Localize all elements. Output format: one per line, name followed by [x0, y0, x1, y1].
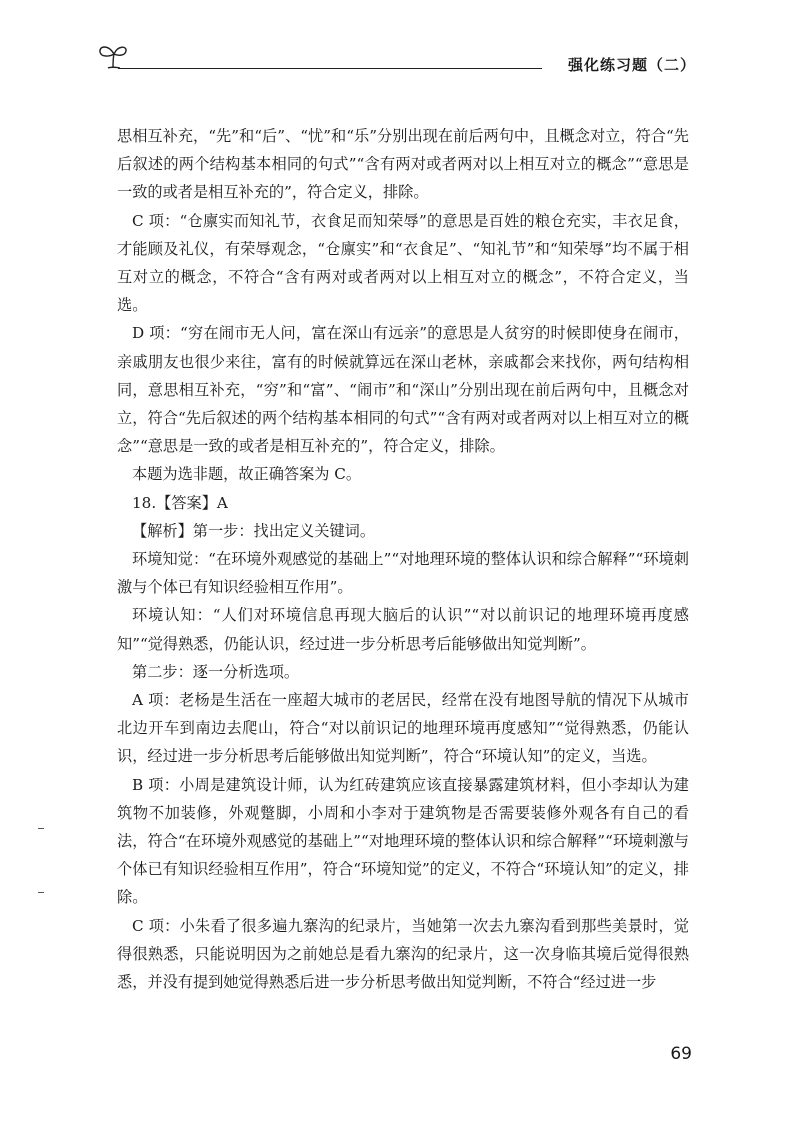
page-number: 69	[670, 1044, 692, 1064]
paragraph-conclusion: 本题为选非题，故正确答案为 C。	[132, 465, 362, 484]
paragraph-option-c-second: C 项：小朱看了很多遍九寨沟的纪录片，当她第一次去九寨沟看到那些美景时，觉得很熟悉，只能说明因为之前她总是看九寨沟的纪录片，这一次身临其境后觉得很熟悉，并没有提到她觉得熟悉后进一步分析思考做出知觉判断，不符合“经过进一步	[117, 916, 689, 992]
paragraph-option-b: B 项：小周是建筑设计师，认为红砖建筑应该直接暴露建筑材料，但小李却认为建筑物不加装修，外观蹩脚，小周和小李对于建筑物是否需要装修外观各有自己的看法，符合“在环境外观感觉的基础上”“对地理环境的整体认识和综合解释”“环境刺激与个体已有知识经验相互作用”，符合“环境知觉”的定义，不符合“环境认知”的定义，排除。	[117, 775, 689, 907]
paragraph-option-d: D 项：“穷在闹市无人问，富在深山有远亲”的意思是人贫穷的时候即使身在闹市，亲戚朋友也很少来往，富有的时候就算远在深山老林，亲戚都会来找你，两句结构相同，意思相互补充，“穷”和“富”、“闹市”和“深山”分别出现在前后两句中，且概念对立，符合“先后叙述的两个结构基本相同的句式”“含有两对或者两对以上相互对立的概念”“意思是一致的或者是相互补充的”，符合定义，排除。	[117, 324, 689, 456]
header-title: 强化练习题（二）	[567, 56, 696, 74]
margin-mark	[38, 892, 44, 893]
paragraph-option-a: A 项：老杨是生活在一座超大城市的老居民，经常在没有地图导航的情况下从城市北边开车到南边去爬山，符合“对以前识记的地理环境再度感知”“觉得熟悉，仍能认识，经过进一步分析思考后能够做出知觉判断”，符合“环境认知”的定义，当选。	[117, 691, 689, 766]
sprout-icon	[96, 40, 130, 70]
header-rule	[118, 68, 542, 69]
analysis-step-one: 【解析】第一步：找出定义关键词。	[132, 521, 375, 540]
page-body	[117, 122, 689, 996]
answer-heading: 18.【答案】A	[132, 493, 228, 512]
paragraph-continuation: 思相互补充，“先”和“后”、“忧”和“乐”分别出现在前后两句中，且概念对立，符合“先后叙述的两个结构基本相同的句式”“含有两对或者两对以上相互对立的概念”“意思是一致的或者是相互补充的”，符合定义，排除。	[117, 127, 689, 202]
definition-environment-perception: 环境知觉：“在环境外观感觉的基础上”“对地理环境的整体认识和综合解释”“环境刺激与个体已有知识经验相互作用”。	[117, 550, 689, 597]
definition-environment-cognition: 环境认知：“人们对环境信息再现大脑后的认识”“对以前识记的地理环境再度感知”“觉得熟悉，仍能认识，经过进一步分析思考后能够做出知觉判断”。	[117, 606, 689, 653]
analysis-step-two: 第二步：逐一分析选项。	[132, 662, 300, 681]
margin-mark	[38, 828, 44, 829]
paragraph-option-c: C 项：“仓廪实而知礼节，衣食足而知荣辱”的意思是百姓的粮仓充实，丰衣足食，才能顾及礼仪，有荣辱观念，“仓廪实”和“衣食足”、“知礼节”和“知荣辱”均不属于相互对立的概念，不符合“含有两对或者两对以上相互对立的概念”，不符合定义，当选。	[117, 211, 689, 315]
